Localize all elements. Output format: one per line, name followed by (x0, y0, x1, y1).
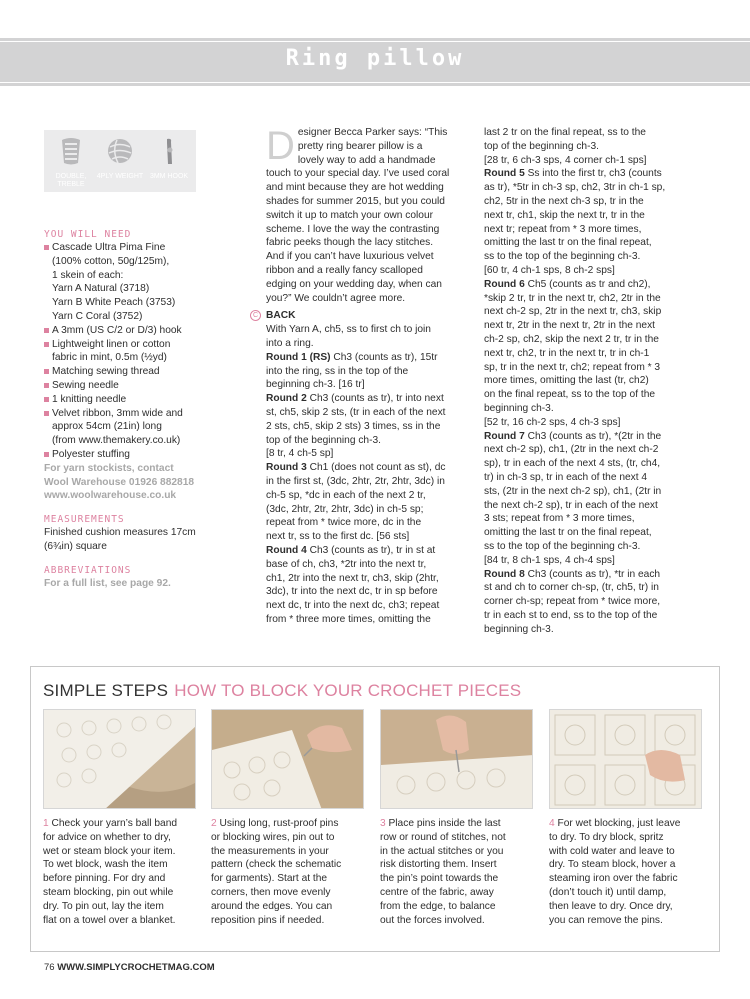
pattern-line: next tr, ss to the first dc. [56 sts] (266, 531, 410, 543)
step-line: row or round of stitches, not (380, 831, 506, 843)
stitch-icon (57, 136, 85, 166)
step-4-text (549, 817, 709, 927)
pattern-line: into a ring. (266, 337, 314, 349)
pinning-hands-image (212, 710, 364, 809)
pattern-line: (3dc, 2htr, 2tr, 2htr, 3dc) in ch-5 sp; (266, 503, 424, 515)
materials-list (44, 241, 242, 462)
pattern-line: ss to the top of the beginning ch-3. (484, 251, 641, 263)
intro-paragraph (266, 126, 475, 305)
title-band (0, 38, 750, 86)
step-1-photo (43, 709, 196, 809)
pattern-line: more times, omitting the last (tr, ch2) (484, 375, 649, 387)
list-item (44, 338, 242, 366)
step-line: flat on a towel over a blanket. (43, 914, 176, 926)
step-number: 3 (380, 818, 386, 829)
line: Yarn B White Peach (3753) (52, 297, 176, 309)
stockist-url: www.woolwarehouse.co.uk (44, 490, 177, 502)
step-line: 4 For wet blocking, just leave (549, 818, 681, 829)
pattern-line: next tr, ch2, tr in the next tr, tr in ch-1 (484, 347, 650, 359)
pattern-line: With Yarn A, ch5, ss to first ch to join (266, 324, 431, 336)
pattern-line: ch2, 5tr in the next ch-3 sp, tr in the (484, 195, 644, 207)
pattern-line: ch-2 sp, ch2, skip the next 2 tr, tr in the (484, 333, 659, 345)
step-line: to dry. To dry block, spritz (549, 831, 664, 843)
step-line: wet or steam block your item. (43, 845, 176, 857)
step-line: out the forces involved. (380, 914, 485, 926)
yarn-weight-badge (95, 136, 145, 181)
line: Cascade Ultra Pima Fine (52, 242, 166, 253)
line: approx 54cm (21in) long (52, 421, 162, 433)
step-line: for advice on whether to dry, (43, 831, 171, 843)
round-label: Round 5 (484, 168, 525, 180)
pattern-line: repeat from * twice more, dc in the (266, 517, 422, 529)
pattern-line: tr in each st to end, ss to the top of the (484, 609, 658, 621)
round-label: Round 3 (266, 462, 307, 474)
abbreviations-heading: ABBREVIATIONS (44, 564, 132, 576)
pattern-line: ss to the top of the beginning ch-3. (484, 540, 641, 552)
pattern-line: base of ch, ch3, *2tr into the next tr, (266, 558, 427, 570)
step-line: steaming iron over the fabric (549, 873, 678, 885)
stockist-line: For yarn stockists, contact (44, 462, 174, 474)
round-label: Round 6 (484, 278, 525, 290)
back-heading-text: BACK (266, 310, 296, 322)
pattern-line: [8 tr, 4 ch-5 sp] (266, 448, 334, 460)
materials-sidebar (44, 222, 242, 591)
pattern-line: st and ch to corner ch-sp, (tr, ch5, tr) in (484, 582, 659, 594)
step-4-photo (549, 709, 702, 809)
measurements-line: Finished cushion measures 17cm (44, 527, 196, 539)
intro-line: and mint because they are hot wedding (266, 182, 444, 194)
pattern-line: Round 8 Ch3 (counts as tr), *tr in each (484, 568, 661, 580)
step-2-text (211, 817, 371, 927)
pattern-line: tr) in ch-3 sp, tr in each of the next 4 (484, 471, 648, 483)
pattern-line: st, ch5, skip 2 sts, (tr in each of the next (266, 406, 446, 418)
pattern-line: Round 2 Ch3 (counts as tr), tr into next (266, 393, 444, 405)
step-line: dry. To pin out, lay the item (43, 900, 164, 912)
page-title: Ring pillow (285, 46, 465, 71)
line: Yarn C Coral (3752) (52, 310, 143, 322)
pattern-line: next ch-2 sp), ch1, (2tr in the next ch-2 (484, 444, 659, 456)
line: 1 skein of each: (52, 269, 124, 281)
intro-line: touch to your special day. I’ve used coral (266, 168, 450, 180)
step-line: centre of the fabric, away (380, 886, 494, 898)
step-line: or blocking wires, pin out to (211, 831, 335, 843)
crochet-hook-icon (155, 136, 183, 166)
step-line: (don’t touch it) until damp, (549, 886, 667, 898)
line: A 3mm (US C/2 or D/3) hook (52, 324, 182, 336)
pattern-line: omitting the last tr on the final repeat, (484, 527, 652, 539)
step-line: pattern (check the schematic (211, 859, 342, 871)
step-3-photo (380, 709, 533, 809)
yarn-ball-icon (106, 136, 134, 166)
pin-insertion-image (381, 710, 533, 809)
pattern-line: as tr), *5tr in ch-3 sp, ch2, 3tr in ch-1 sp, (484, 182, 666, 194)
step-line: around the edges. You can (211, 900, 333, 912)
list-item (44, 324, 242, 338)
pattern-line: on the final repeat, ss to the top of the (484, 389, 656, 401)
pattern-line: beginning ch-3. (484, 402, 554, 414)
step-number: 2 (211, 818, 217, 829)
pattern-line: beginning ch-3. (484, 623, 554, 635)
pattern-line: next tr, ch1, skip the next tr, tr in the (484, 209, 645, 221)
step-line: with cold water and leave to (549, 845, 675, 857)
line: Lightweight linen or cotton (52, 338, 171, 350)
pattern-line: [60 tr, 4 ch-1 sps, 8 ch-2 sps] (484, 264, 615, 276)
pattern-line: ch1, 2tr into the next tr, ch3, skip (2htr, (266, 572, 439, 584)
pattern-line: [52 tr, 16 ch-2 sps, 4 ch-3 sps] (484, 416, 621, 428)
round-label: Round 8 (484, 568, 525, 580)
line: fabric in mint, 0.5m (½yd) (52, 352, 167, 364)
page-number: 76 (44, 962, 55, 973)
list-item (44, 379, 242, 393)
step-number: 1 (43, 818, 49, 829)
simple-steps-box (30, 666, 720, 952)
step-3-text (380, 817, 540, 927)
step-line: the pin’s point towards the (380, 873, 499, 885)
intro-line: edging on your wedding day, when can (266, 278, 442, 290)
pattern-line: sp), tr in each of the next 4 sts, (tr, ch4, (484, 458, 661, 470)
pattern-lines (266, 323, 475, 627)
round-label: Round 4 (266, 544, 307, 556)
pattern-line: [84 tr, 8 ch-1 sps, 4 ch-4 sps] (484, 554, 615, 566)
line: Matching sewing thread (52, 366, 160, 378)
pattern-line: top of the beginning ch-3. (484, 140, 599, 152)
pattern-line: the next ch-2 sp), tr in each of the next (484, 499, 658, 511)
step-line: before pinning. For dry and (43, 873, 166, 885)
pattern-line: next tr; repeat from * 3 more times, (484, 223, 642, 235)
drop-cap: D (266, 124, 295, 168)
pattern-line: 3dc), tr into the next dc, tr in sp before (266, 586, 438, 598)
blocked-piece-image (550, 710, 702, 809)
pattern-line: beginning ch-3. [16 tr] (266, 379, 365, 391)
list-item (44, 407, 242, 448)
list-item (44, 448, 242, 462)
pattern-line: in the first st, (3dc, 2htr, 2tr, 2htr, 3dc) in (266, 475, 445, 487)
pattern-line: corner ch-sp; repeat from * twice more, (484, 596, 661, 608)
step-line: reposition pins if needed. (211, 914, 325, 926)
line: (100% cotton, 50g/125m), (52, 255, 170, 267)
intro-line: switch it up to match your own colour (266, 209, 434, 221)
step-line: risk distorting them. Insert (380, 859, 497, 871)
skill-icons (44, 130, 196, 192)
pattern-line: omitting the last tr on the final repeat, (484, 237, 652, 249)
step-line: you can remove the pins. (549, 914, 663, 926)
step-line: in the actual stitches or you (380, 845, 504, 857)
pattern-line: last 2 tr on the final repeat, ss to the (484, 127, 646, 138)
pattern-column-1 (252, 124, 475, 627)
icon-label: 3MM HOOK (149, 173, 189, 180)
step-line: corners, then move evenly (211, 886, 331, 898)
double-treble-badge (46, 136, 96, 189)
pattern-line: next dc, tr into the next dc, ch3; repeat (266, 600, 440, 612)
line: (from www.themakery.co.uk) (52, 435, 181, 447)
intro-line: you?” We couldn’t agree more. (266, 292, 406, 304)
step-line: 2 Using long, rust-proof pins (211, 818, 339, 829)
round-label: Round 7 (484, 430, 525, 442)
step-number: 4 (549, 818, 555, 829)
intro-line: shades for summer 2015, but you could (266, 195, 445, 207)
steps-title-primary: SIMPLE STEPS (43, 681, 169, 700)
intro-line: scheme. I love the way the contrasting (266, 223, 440, 235)
abbreviations-text: For a full list, see page 92. (44, 577, 171, 589)
pattern-line: Round 5 Ss into the first tr, ch3 (counts (484, 168, 662, 180)
pattern-line: into the ring, ss in the top of the (266, 365, 409, 377)
pattern-line: ch-5 sp, *dc in each of the next 2 tr, (266, 489, 426, 501)
measurements-line: (6¾in) square (44, 540, 107, 552)
step-line: for garments). Start at the (211, 873, 328, 885)
crochet-on-towel-image (44, 710, 196, 809)
pattern-lines (484, 126, 702, 636)
icon-label: 4PLY WEIGHT (96, 173, 144, 180)
round-label: Round 1 (RS) (266, 351, 331, 363)
step-2-photo (211, 709, 364, 809)
steps-title (43, 681, 521, 701)
back-heading (252, 309, 475, 323)
pattern-line: 2 sts, ch5, skip 2 sts) 3 times, ss in the (266, 420, 441, 432)
round-label: Round 2 (266, 393, 307, 405)
intro-line: lovely way to add a handmade (297, 154, 436, 166)
page-footer (44, 962, 215, 973)
intro-line: pretty ring bearer pillow is a (297, 140, 423, 152)
step-line: dry. To steam block, hover a (549, 859, 676, 871)
step-line: the measurements in your (211, 845, 329, 857)
you-will-need-heading: YOU WILL NEED (44, 229, 132, 240)
list-item (44, 365, 242, 379)
pattern-line: Round 4 Ch3 (counts as tr), tr in st at (266, 544, 436, 556)
stockist-phone: Wool Warehouse 01926 882818 (44, 476, 195, 488)
step-line: from the edge, to balance (380, 900, 496, 912)
section-marker-icon: C (250, 310, 261, 321)
line: Yarn A Natural (3718) (52, 283, 150, 295)
pattern-line: from * three more times, omitting the (266, 613, 431, 625)
step-1-text (43, 817, 203, 927)
footer-url[interactable]: WWW.SIMPLYCROCHETMAG.COM (57, 962, 215, 973)
pattern-line: Round 3 Ch1 (does not count as st), dc (266, 462, 446, 474)
pattern-line: 3 sts; repeat from * 3 more times, (484, 513, 635, 525)
intro-line: ribbon and a really fancy scalloped (266, 264, 423, 276)
step-line: 1 Check your yarn’s ball band (43, 818, 178, 829)
pattern-line: *skip 2 tr, tr in the next tr, ch2, 2tr in the (484, 292, 661, 304)
intro-line: fabric peeks though the lacy stitches. (266, 237, 434, 249)
pattern-line: [28 tr, 6 ch-3 sps, 4 corner ch-1 sps] (484, 154, 647, 166)
steps-title-secondary: HOW TO BLOCK YOUR CROCHET PIECES (174, 681, 522, 700)
line: Polyester stuffing (52, 448, 130, 460)
step-line: then leave to dry. Once dry, (549, 900, 673, 912)
pattern-line: Round 1 (RS) Ch3 (counts as tr), 15tr (266, 351, 438, 363)
pattern-line: top of the beginning ch-3. (266, 434, 381, 446)
line: Sewing needle (52, 379, 119, 391)
pattern-line: sp, tr in the next tr, ch2; repeat from * 3 (484, 361, 661, 373)
pattern-line: next ch-2 sp, 2tr in the next tr, ch3, skip (484, 306, 662, 318)
pattern-line: Round 6 Ch5 (counts as tr and ch2), (484, 278, 651, 290)
list-item (44, 241, 242, 324)
step-line: To wet block, wash the item (43, 859, 168, 871)
measurements-heading: MEASUREMENTS (44, 514, 125, 526)
pattern-line: Round 7 Ch3 (counts as tr), *(2tr in the (484, 430, 662, 442)
step-line: 3 Place pins inside the last (380, 818, 501, 829)
pattern-line: next tr, 2tr in the next tr, 2tr in the next (484, 320, 656, 332)
list-item (44, 393, 242, 407)
step-line: steam blocking, pin out while (43, 886, 174, 898)
intro-line: And if you can’t have luxurious velvet (266, 251, 434, 263)
pattern-line: sts, (2tr in the next ch-2 sp), ch1, (2tr in (484, 485, 662, 497)
line: Velvet ribbon, 3mm wide and (52, 407, 183, 419)
intro-line: esigner Becca Parker says: “This (297, 127, 448, 138)
hook-size-badge (144, 136, 194, 181)
icon-label: DOUBLE, TREBLE (55, 173, 87, 188)
pattern-column-2 (484, 126, 702, 636)
line: 1 knitting needle (52, 393, 127, 405)
